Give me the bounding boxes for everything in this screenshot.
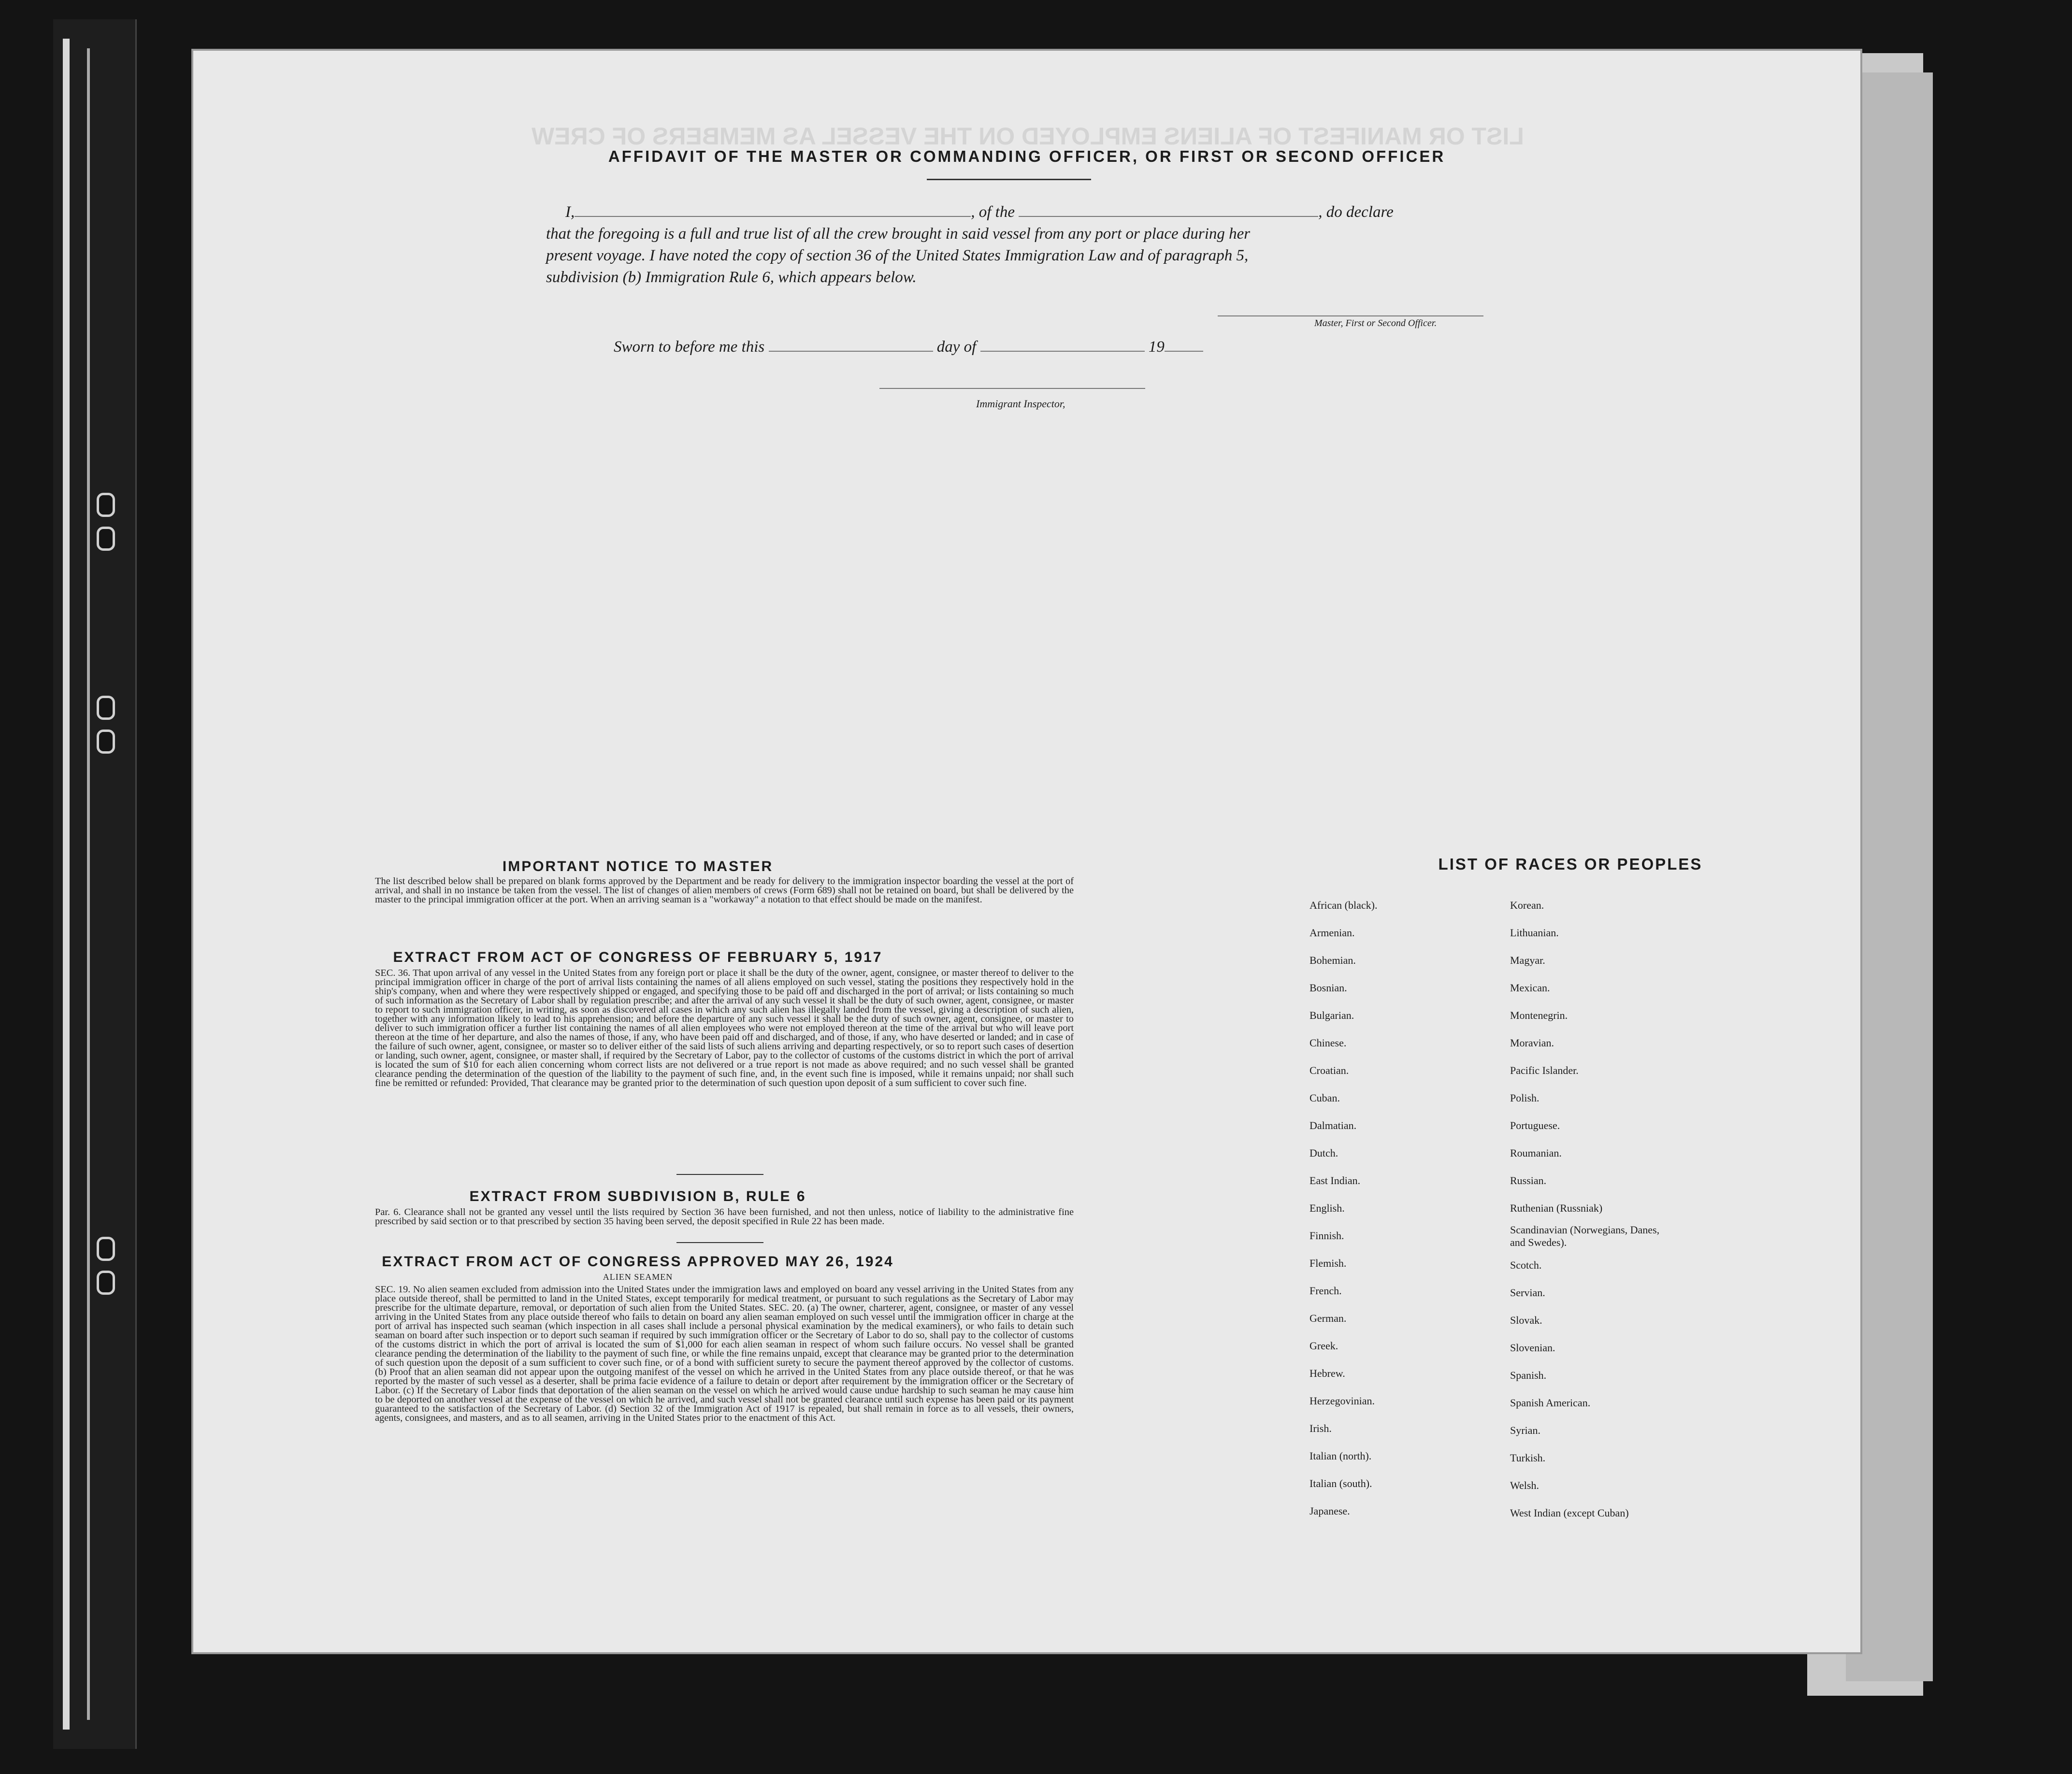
sworn-day-blank[interactable] (769, 351, 933, 352)
sworn-label: Sworn to before me this (614, 338, 765, 356)
race-item: Scotch. (1510, 1259, 1542, 1271)
day-of-label: day of (936, 338, 977, 356)
sworn-year-blank[interactable] (1165, 351, 1203, 352)
race-item: Flemish. (1309, 1257, 1347, 1269)
binder-hole (97, 527, 115, 551)
race-item: Syrian. (1510, 1424, 1540, 1436)
races-title: LIST OF RACES OR PEOPLES (1438, 855, 1703, 873)
binder-strip-edge-inner (87, 48, 90, 1720)
binder-hole (97, 1237, 115, 1261)
race-item: Finnish. (1309, 1230, 1344, 1242)
race-item: German. (1309, 1312, 1347, 1324)
sworn-line (614, 338, 1203, 356)
race-item: Roumanian. (1510, 1147, 1562, 1159)
binder-strip-edge (63, 39, 70, 1730)
notice-title: IMPORTANT NOTICE TO MASTER (502, 858, 774, 874)
race-item: Italian (north). (1309, 1450, 1372, 1462)
race-item: Cuban. (1309, 1092, 1340, 1104)
affidavit-of-the: , of the (971, 203, 1015, 221)
races-column-1 (1309, 891, 1377, 1525)
race-item: English. (1309, 1202, 1345, 1214)
extract-1924-text: SEC. 19. No alien seamen excluded from admission into the United States under the immigration laws and employed on board any vessel arriving in the United States from any place outside thereof, shall be permitted to land in the United States, except temporarily for medical treatment, or pursuant to such regulations as the Secretary of Labor may prescribe for the ultimate departure, removal, or deportation of such alien from the United States. SEC. 20. (a) The owner, charterer, agent, consignee, or master of any vessel arriving in the United States from any place outside thereof who fails to detain on board any alien seaman employed on such vessel until the immigration officer in charge at the port of arrival has inspected such seaman (which inspection in all cases shall include a personal physical examination by the medical examiners), or who fails to detain such seaman on board after such inspection or to deport such seaman if required by such immigration officer or the Secretary of Labor to do so, shall pay to the collector of customs of the customs district in which the port of arrival is located the sum of $1,000 for each alien seaman in respect of whom such failure occurs. No vessel shall be granted clearance pending the determination of the liability to the payment of such fine, or while the fine remains unpaid, except that clearance may be granted prior to the determination of such question upon the deposit of a sum sufficient to cover such fine, or of a bond with sufficient surety to secure the payment thereof approved by the collector of customs. (b) Proof that an alien seaman did not appear upon the outgoing manifest of the vessel on which he arrived in the United States from any place outside thereof, or that he was reported by the master of such vessel as a deserter, shall be prima facie evidence of a failure to detain or deport after requirement by the immigration officer or the Secretary of Labor. (c) If the Secretary of Labor finds that deportation of the alien seaman on the vessel on which he arrived would cause undue hardship to such seaman he may cause him to be deported on another vessel at the expense of the vessel on which he arrived, and such vessel shall not be granted clearance until such expense has been paid or its payment guaranteed to the satisfaction of the Secretary of Labor. (d) Section 32 of the Immigration Act of 1917 is repealed, but shall remain in force as to all vessels, their owners, agents, consignees, and masters, and as to all seamen, arriving in the United States prior to the enactment of this Act. (375, 1284, 1074, 1423)
race-item: Portuguese. (1510, 1119, 1560, 1131)
binder-hole (97, 696, 115, 720)
affidavit-line-2: that the foregoing is a full and true list of all the crew brought in said vessel from any port or place during her (546, 225, 1251, 243)
section-rule (676, 1174, 763, 1175)
race-item: Scandinavian (Norwegians, Danes, and Swedes). (1510, 1224, 1660, 1248)
race-item: Japanese. (1309, 1505, 1350, 1517)
master-signature-caption: Master, First or Second Officer. (1314, 318, 1437, 329)
race-item: Italian (south). (1309, 1477, 1372, 1489)
race-item: Mexican. (1510, 982, 1550, 994)
affidavit-declaration (546, 201, 1696, 288)
race-item: Welsh. (1510, 1479, 1539, 1491)
race-item: Pacific Islander. (1510, 1064, 1579, 1076)
name-blank[interactable] (575, 216, 971, 217)
race-item: Magyar. (1510, 954, 1545, 966)
race-item: Russian. (1510, 1174, 1547, 1187)
race-item: Herzegovinian. (1309, 1395, 1375, 1407)
sworn-month-blank[interactable] (980, 351, 1145, 352)
rule-6-text: Par. 6. Clearance shall not be granted any vessel until the lists required by Section 36 have been furnished, and not then unless, notice of liability to the administrative fine prescribed by said section or to that prescribed by section 35 having been served, the deposit specified in Rule 22 has been made. (375, 1207, 1074, 1227)
section-rule (676, 1242, 763, 1243)
bleed-through-header: LIST OR MANIFEST OF ALIENS EMPLOYED ON THE VESSEL AS MEMBERS OF CREW (532, 123, 1524, 150)
race-item: Dalmatian. (1309, 1119, 1357, 1131)
manifest-page (193, 51, 1860, 1652)
race-item: Irish. (1309, 1422, 1332, 1434)
races-column-2 (1510, 891, 1669, 1527)
race-item: Bohemian. (1309, 954, 1356, 966)
race-item: Servian. (1510, 1287, 1545, 1299)
inspector-caption: Immigrant Inspector, (976, 398, 1065, 410)
race-item: Polish. (1510, 1092, 1540, 1104)
master-signature-line[interactable] (1218, 315, 1483, 316)
rule-6-title: EXTRACT FROM SUBDIVISION B, RULE 6 (469, 1188, 806, 1204)
binder-strip (53, 19, 137, 1749)
affidavit-declare: , do declare (1318, 203, 1394, 221)
race-item: Lithuanian. (1510, 927, 1559, 939)
affidavit-i: I, (565, 203, 575, 221)
extract-1924-subtitle: ALIEN SEAMEN (603, 1272, 673, 1282)
binder-hole (97, 493, 115, 517)
race-item: Spanish American. (1510, 1397, 1591, 1409)
race-item: Turkish. (1510, 1452, 1546, 1464)
race-item: Spanish. (1510, 1369, 1547, 1381)
affidavit-title-rule (927, 179, 1091, 180)
race-item: Dutch. (1309, 1147, 1338, 1159)
race-item: Montenegrin. (1510, 1009, 1568, 1021)
affidavit-title: AFFIDAVIT OF THE MASTER OR COMMANDING OFFICER, OR FIRST OR SECOND OFFICER (608, 147, 1446, 165)
race-item: Slovak. (1510, 1314, 1542, 1326)
binder-hole (97, 1271, 115, 1295)
year-prefix: 19 (1148, 338, 1165, 356)
inspector-signature-line[interactable] (879, 388, 1145, 389)
race-item: French. (1309, 1285, 1342, 1297)
race-item: Greek. (1309, 1340, 1338, 1352)
race-item: Moravian. (1510, 1037, 1554, 1049)
race-item: Korean. (1510, 899, 1544, 911)
extract-1917-text: SEC. 36. That upon arrival of any vessel in the United States from any foreign port or place it shall be the duty of the owner, agent, consignee, or master thereof to deliver to the principal immigration officer in charge of the port of arrival lists containing the names of all aliens employed on such vessel, stating the positions they respectively hold in the ship's company, when and where they were respectively shipped or engaged, and specifying those to be paid off and discharged in the port of arrival; or lists containing so much of such information as the Secretary of Labor shall by regulation prescribe; and after the arrival of any such vessel it shall be the duty of such owner, agent, consignee, or master to report to such immigration officer, in writing, as soon as discovered all cases in which any such alien has illegally landed from the vessel, giving a description of such alien, together with any information likely to lead to his apprehension; and before the departure of any such vessel it shall be the duty of such owner, agent, consignee, or master to deliver to such immigration officer a further list containing the names of all alien employees who were not employed thereon at the time of the arrival but who will leave port thereon at the time of her departure, and also the names of those, if any, who have been paid off and discharged, and of those, if any, who have deserted or landed; and in case of the failure of such owner, agent, consignee, or master so to deliver either of the said lists of such aliens arriving and departing respectively, or so to report such cases of desertion or landing, such owner, agent, consignee, or master shall, if required by the Secretary of Labor, pay to the collector of customs of the customs district in which the port of arrival is located the sum of $10 for each alien concerning whom correct lists are not delivered or a true report is not made as above required; and no such vessel shall be granted clearance pending the determination of the question of the liability to the payment of such fine, and, in the event such fine is imposed, while it remains unpaid; nor shall such fine be remitted or refunded: Provided, That clearance may be granted prior to the determination of such question upon deposit of a sum sufficient to cover such fine. (375, 968, 1074, 1088)
race-item: East Indian. (1309, 1174, 1361, 1187)
race-item: Slovenian. (1510, 1342, 1555, 1354)
race-item: Armenian. (1309, 927, 1355, 939)
extract-1917-title: EXTRACT FROM ACT OF CONGRESS OF FEBRUARY 5, 1917 (393, 949, 883, 965)
affidavit-line-3: present voyage. I have noted the copy of section 36 of the United States Immigration Law and of paragraph 5, (546, 247, 1249, 264)
race-item: Bosnian. (1309, 982, 1347, 994)
affidavit-line-4: subdivision (b) Immigration Rule 6, which appears below. (546, 269, 917, 286)
race-item: Ruthenian (Russniak) (1510, 1202, 1603, 1214)
race-item: Bulgarian. (1309, 1009, 1354, 1021)
binder-hole (97, 730, 115, 754)
notice-text: The list described below shall be prepared on blank forms approved by the Department and be ready for delivery to the immigration inspector boarding the vessel at the port of arrival, and shall in no instance be taken from the vessel. The list of changes of alien members of crews (Form 689) shall not be retained on board, but shall be delivered by the master to the principal immigration officer at the port. When an arriving seaman is a "workaway" a notation to that effect should be made on the manifest. (375, 876, 1074, 905)
race-item: Croatian. (1309, 1064, 1349, 1076)
vessel-blank[interactable] (1019, 216, 1318, 217)
race-item: Chinese. (1309, 1037, 1347, 1049)
race-item: African (black). (1309, 899, 1378, 911)
race-item: Hebrew. (1309, 1367, 1345, 1379)
extract-1924-title: EXTRACT FROM ACT OF CONGRESS APPROVED MAY 26, 1924 (382, 1254, 894, 1270)
race-item: West Indian (except Cuban) (1510, 1507, 1629, 1519)
